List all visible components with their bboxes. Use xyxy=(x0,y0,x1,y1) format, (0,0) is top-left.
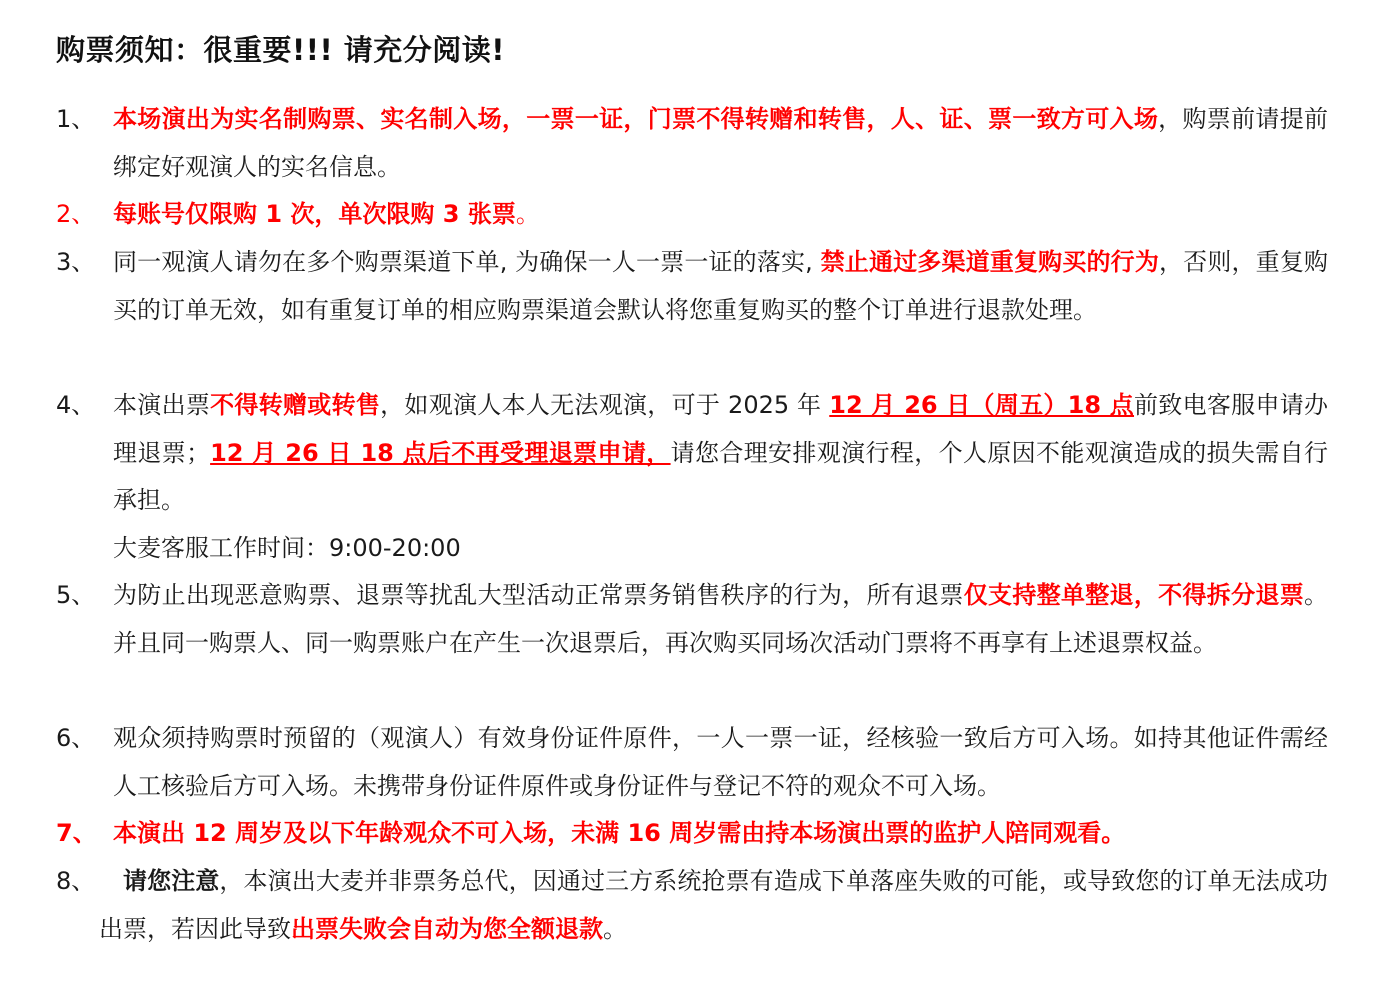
item-number: 4、 xyxy=(56,391,96,419)
notice-item-6 xyxy=(56,715,1328,810)
item-number: 8、 xyxy=(56,867,96,895)
item-text: ，如观演人本人无法观演，可于 2025 年 xyxy=(380,391,830,419)
notice-item-5 xyxy=(56,572,1328,667)
item-text: ，购票前请提前绑定好观演人的实名信息。 xyxy=(113,105,1329,181)
item-text: 请您合理安排观演行程，个人原因不能观演造成的损失需自行承担。 xyxy=(113,438,1329,515)
item-text: 前致电客服申请办理退票； xyxy=(113,391,1329,467)
highlight-text: 仅支持整单整退，不得拆分退票 xyxy=(963,581,1305,609)
item-number: 7、 xyxy=(56,819,97,847)
attention-label: 请您注意 xyxy=(123,867,220,895)
highlight-text: 本场演出为实名制购票、实名制入场，一票一证，门票不得转赠和转售，人、证、票一致方可入场 xyxy=(113,105,1159,133)
highlight-text: 本演出 12 周岁及以下年龄观众不可入场，未满 16 周岁需由持本场演出票的监护人陪同观看。 xyxy=(113,819,1126,847)
item-text: ，否则，重复购买的订单无效，如有重复订单的相应购票渠道会默认将您重复购买的整个订单进行退款处理。 xyxy=(113,248,1329,324)
item-number: 1、 xyxy=(56,105,96,133)
notice-item-3 xyxy=(56,239,1328,334)
notice-item-4 xyxy=(56,382,1328,572)
item-text: 为防止出现恶意购票、退票等扰乱大型活动正常票务销售秩序的行为，所有退票 xyxy=(113,581,964,609)
notice-item-2 xyxy=(56,191,1328,239)
item-text: 本演出票 xyxy=(113,391,211,419)
notice-item-7 xyxy=(56,810,1328,858)
item-text: 。并且同一购票人、同一购票账户在产生一次退票后，再次购买同场次活动门票将不再享有上述退票权益。 xyxy=(113,581,1329,657)
item-text: ，本演出大麦并非票务总代，因通过三方系统抢票有造成下单落座失败的可能，或导致您的订单无法成功出票，若因此导致 xyxy=(99,867,1329,943)
item-text: 观众须持购票时预留的（观演人）有效身份证件原件，一人一票一证，经核验一致后方可入场。如持其他证件需经人工核验后方可入场。未携带身份证件原件或身份证件与登记不符的观众不可入场。 xyxy=(113,724,1328,800)
highlight-deadline: 12 月 26 日（周五）18 点 xyxy=(829,391,1135,419)
notice-title: 购票须知：很重要!!! 请充分阅读! xyxy=(56,33,505,67)
highlight-text: 不得转赠或转售 xyxy=(210,391,381,419)
service-hours: 大麦客服工作时间：9:00-20:00 xyxy=(113,533,461,562)
notice-item-8 xyxy=(56,858,1328,953)
item-number: 2、 xyxy=(56,200,96,228)
highlight-deadline: 12 月 26 日 18 点后不再受理退票申请， xyxy=(210,438,671,467)
highlight-text: 禁止通过多渠道重复购买的行为 xyxy=(820,248,1159,276)
item-number: 3、 xyxy=(56,248,96,276)
highlight-text: 每账号仅限购 1 次，单次限购 3 张票 xyxy=(113,200,516,228)
item-text: 。 xyxy=(515,200,540,228)
highlight-text: 出票失败会自动为您全额退款 xyxy=(291,914,603,943)
item-text: 同一观演人请勿在多个购票渠道下单, 为确保一人一票一证的落实, xyxy=(113,248,821,276)
item-number: 5、 xyxy=(56,581,96,609)
item-number: 6、 xyxy=(56,724,96,752)
notice-item-1 xyxy=(56,96,1328,191)
item-text: 。 xyxy=(603,914,627,943)
